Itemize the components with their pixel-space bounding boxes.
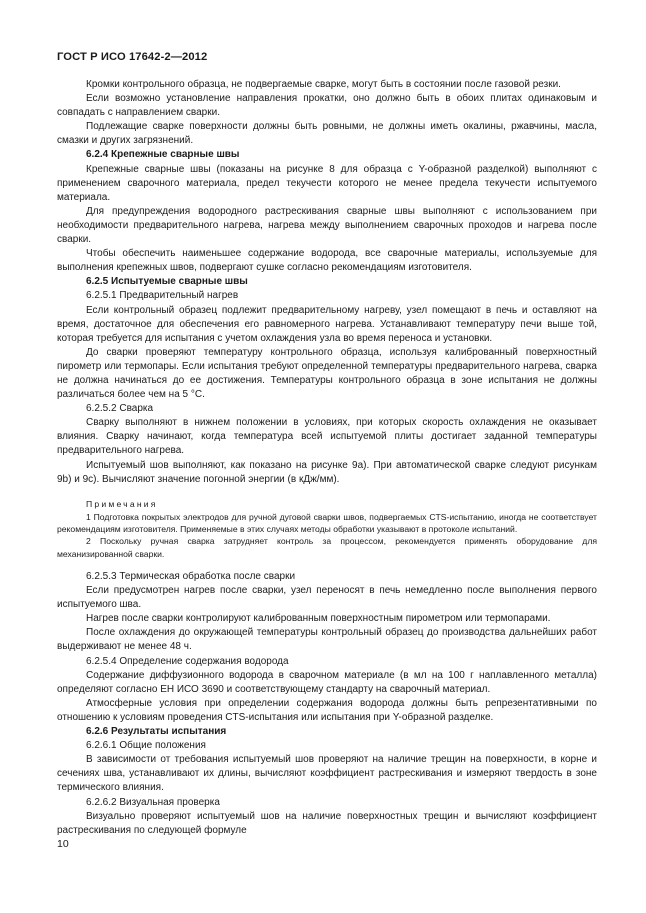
paragraph: После охлаждения до окружающей температуры контрольный образец до производства дальнейших работ выдерживают не менее 48 ч. xyxy=(57,627,597,653)
paragraph: Нагрев после сварки контролируют калиброванным поверхностным пирометром или термопарами. xyxy=(86,613,551,625)
section-heading-6-2-5: 6.2.5 Испытуемые сварные швы xyxy=(86,276,248,288)
note-item: 1 Подготовка покрытых электродов для ручной дуговой сварки швов, подвергаемых CTS-испытанию, иногда не соответствует рекомендациям изготовителя. Применяемые в этих случаях методы обработки указывают в протоколе испытаний. xyxy=(57,511,597,535)
paragraph: Сварку выполняют в нижнем положении в условиях, при которых скорость охлаждения не оказывает влияния. Сварку начинают, когда температура всей испытуемой плиты достигает заданной температуры предварительного нагрева. xyxy=(57,417,597,457)
section-heading-6-2-6: 6.2.6 Результаты испытания xyxy=(86,726,227,738)
paragraph: Испытуемый шов выполняют, как показано на рисунке 9а). При автоматической сварке следуют рисункам 9b) и 9с). Вычисляют значение погонной энергии (в кДж/мм). xyxy=(57,459,597,485)
notes-title: Примечания xyxy=(86,498,158,509)
paragraph: Если предусмотрен нагрев после сварки, узел переносят в печь немедленно после выполнения первого испытуемого шва. xyxy=(57,585,597,611)
note-item: 2 Поскольку ручная сварка затрудняет контроль за процессом, рекомендуется применять оборудование для механизированной сварки. xyxy=(57,536,597,559)
document-header: ГОСТ Р ИСО 17642-2—2012 xyxy=(57,51,208,63)
page-number: 10 xyxy=(57,838,69,850)
subsection-heading-6-2-5-4: 6.2.5.4 Определение содержания водорода xyxy=(86,655,289,667)
paragraph: Для предупреждения водородного растрескивания сварные швы выполняют с использованием при необходимости предварительного нагрева, нагрева между выполнением сварочных проходов и нагрева после сварки. xyxy=(57,205,597,246)
paragraph: Чтобы обеспечить наименьшее содержание водорода, все сварочные материалы, используемые для выполнения крепежных швов, подвергают сушке согласно рекомендациям изготовителя. xyxy=(57,248,597,274)
paragraph: Атмосферные условия при определении содержания водорода должны быть репрезентативными по отношению к условиям проведения CTS-испытания или испытания при Y-образной разделке. xyxy=(57,697,597,723)
paragraph: До сварки проверяют температуру контрольного образца, используя калиброванный поверхностный пирометр или термопары. Если испытания требуют определенной температуры предварительного нагрева, сварка не должна начинаться до ее достижения. Температуры контрольного образца в зоне испытания не должны различаться более чем на 5 °С. xyxy=(57,346,597,401)
paragraph: Кромки контрольного образца, не подвергаемые сварке, могут быть в состоянии после газовой резки. xyxy=(86,79,561,90)
paragraph: Визуально проверяют испытуемый шов на наличие поверхностных трещин и вычисляют коэффициент растрескивания по следующей формуле xyxy=(57,810,597,836)
section-heading-6-2-4: 6.2.4 Крепежные сварные швы xyxy=(86,149,240,161)
paragraph: Содержание диффузионного водорода в сварочном материале (в мл на 100 г наплавленного металла) определяют согласно ЕН ИСО 3690 и соответствующему стандарту на сварочный материал. xyxy=(57,669,597,695)
paragraph: Если контрольный образец подлежит предварительному нагреву, узел помещают в печь и оставляют на время, достаточное для обеспечения его равномерного нагрева. Устанавливают температуру печи выше той, которая требуется для испытания с учетом охлаждения узла во время переноса и установки. xyxy=(57,304,597,344)
paragraph: В зависимости от требования испытуемый шов проверяют на наличие трещин на поверхности, в корне и сечениях шва, устанавливают их длины, вычисляют коэффициент растрескивания и измеряют твердость в зоне термического влияния. xyxy=(57,754,597,794)
subsection-heading-6-2-5-2: 6.2.5.2 Сварка xyxy=(86,403,154,415)
subsection-heading-6-2-6-1: 6.2.6.1 Общие положения xyxy=(86,740,206,752)
paragraph: Крепежные сварные швы (показаны на рисунке 8 для образца с Y-образной разделкой) выполняют с применением сварочного материала, предел текучести которого не менее предела текучести испытуемого материала. xyxy=(57,163,597,203)
subsection-heading-6-2-5-1: 6.2.5.1 Предварительный нагрев xyxy=(86,290,239,302)
document-body xyxy=(57,78,597,838)
paragraph: Если возможно установление направления прокатки, оно должно быть в обоих плитах одинаковым и совпадать с направлением сварки. xyxy=(57,93,597,119)
paragraph: Подлежащие сварке поверхности должны быть ровными, не должны иметь окалины, ржавчины, масла, смазки и других загрязнений. xyxy=(57,121,597,147)
subsection-heading-6-2-6-2: 6.2.6.2 Визуальная проверка xyxy=(86,796,220,808)
subsection-heading-6-2-5-3: 6.2.5.3 Термическая обработка после сварки xyxy=(86,571,296,582)
